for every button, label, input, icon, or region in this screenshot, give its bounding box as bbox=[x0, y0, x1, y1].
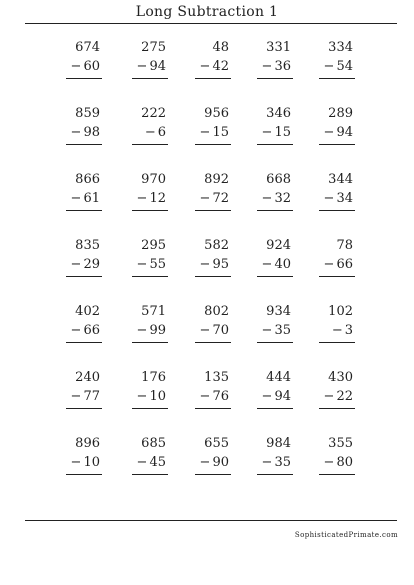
subtraction-problem bbox=[130, 370, 166, 410]
minus-sign: − bbox=[136, 389, 148, 404]
subtraction-problem bbox=[130, 304, 166, 344]
minuend: 176 bbox=[141, 370, 166, 385]
bottom-rule bbox=[25, 520, 397, 521]
subtrahend-line bbox=[324, 389, 353, 404]
answer-line bbox=[319, 276, 355, 277]
minuend: 970 bbox=[141, 172, 166, 187]
subtrahend: 32 bbox=[274, 191, 291, 206]
answer-line bbox=[195, 342, 231, 343]
minuend: 402 bbox=[75, 304, 100, 319]
answer-line bbox=[66, 474, 102, 475]
minus-sign: − bbox=[136, 323, 148, 338]
minus-sign: − bbox=[70, 125, 82, 140]
minus-sign: − bbox=[70, 389, 82, 404]
answer-line bbox=[257, 474, 293, 475]
subtraction-problem bbox=[64, 106, 100, 146]
subtrahend: 94 bbox=[274, 389, 291, 404]
subtraction-problem bbox=[255, 106, 291, 146]
minuend: 222 bbox=[141, 106, 166, 121]
subtrahend: 10 bbox=[149, 389, 166, 404]
subtraction-problem bbox=[255, 436, 291, 476]
answer-line bbox=[195, 276, 231, 277]
minus-sign: − bbox=[261, 191, 273, 206]
minus-sign: − bbox=[323, 257, 335, 272]
subtrahend: 76 bbox=[212, 389, 229, 404]
answer-line bbox=[66, 408, 102, 409]
answer-line bbox=[319, 474, 355, 475]
answer-line bbox=[66, 78, 102, 79]
minuend: 295 bbox=[141, 238, 166, 253]
subtrahend: 35 bbox=[274, 323, 291, 338]
minuend: 956 bbox=[204, 106, 229, 121]
subtrahend-line bbox=[71, 455, 100, 470]
minus-sign: − bbox=[261, 323, 273, 338]
subtrahend: 10 bbox=[83, 455, 100, 470]
minus-sign: − bbox=[261, 257, 273, 272]
minuend: 685 bbox=[141, 436, 166, 451]
minuend: 934 bbox=[266, 304, 291, 319]
subtraction-problem bbox=[193, 436, 229, 476]
subtrahend-line bbox=[71, 125, 100, 140]
minuend: 924 bbox=[266, 238, 291, 253]
subtrahend-line bbox=[71, 191, 100, 206]
subtraction-problem bbox=[130, 40, 166, 80]
subtrahend: 55 bbox=[149, 257, 166, 272]
subtrahend: 45 bbox=[149, 455, 166, 470]
minus-sign: − bbox=[323, 455, 335, 470]
subtraction-problem bbox=[64, 304, 100, 344]
subtrahend: 29 bbox=[83, 257, 100, 272]
minus-sign: − bbox=[323, 389, 335, 404]
minuend: 859 bbox=[75, 106, 100, 121]
answer-line bbox=[132, 144, 168, 145]
subtrahend-line bbox=[332, 323, 353, 338]
minus-sign: − bbox=[331, 323, 343, 338]
answer-line bbox=[195, 78, 231, 79]
subtraction-problem bbox=[317, 40, 353, 80]
minuend: 668 bbox=[266, 172, 291, 187]
subtrahend: 15 bbox=[212, 125, 229, 140]
subtrahend: 15 bbox=[274, 125, 291, 140]
minuend: 430 bbox=[328, 370, 353, 385]
minuend: 984 bbox=[266, 436, 291, 451]
minus-sign: − bbox=[70, 257, 82, 272]
subtraction-problem bbox=[130, 436, 166, 476]
minus-sign: − bbox=[199, 323, 211, 338]
answer-line bbox=[132, 342, 168, 343]
answer-line bbox=[195, 474, 231, 475]
minuend: 331 bbox=[266, 40, 291, 55]
minus-sign: − bbox=[70, 323, 82, 338]
subtraction-problem bbox=[193, 106, 229, 146]
subtrahend-line bbox=[262, 125, 291, 140]
subtraction-problem bbox=[317, 172, 353, 212]
subtrahend-line bbox=[262, 59, 291, 74]
minus-sign: − bbox=[199, 59, 211, 74]
answer-line bbox=[257, 342, 293, 343]
subtrahend-line bbox=[137, 59, 166, 74]
answer-line bbox=[132, 474, 168, 475]
subtraction-problem bbox=[193, 40, 229, 80]
minuend: 102 bbox=[328, 304, 353, 319]
minuend: 674 bbox=[75, 40, 100, 55]
answer-line bbox=[195, 408, 231, 409]
subtrahend-line bbox=[71, 323, 100, 338]
answer-line bbox=[257, 144, 293, 145]
subtrahend: 94 bbox=[149, 59, 166, 74]
answer-line bbox=[319, 342, 355, 343]
subtrahend-line bbox=[137, 389, 166, 404]
subtraction-problem bbox=[255, 370, 291, 410]
minus-sign: − bbox=[199, 191, 211, 206]
minuend: 240 bbox=[75, 370, 100, 385]
subtraction-problem bbox=[64, 370, 100, 410]
subtrahend-line bbox=[145, 125, 166, 140]
minuend: 582 bbox=[204, 238, 229, 253]
subtrahend-line bbox=[324, 59, 353, 74]
subtrahend: 99 bbox=[149, 323, 166, 338]
subtrahend-line bbox=[200, 389, 229, 404]
subtrahend: 40 bbox=[274, 257, 291, 272]
subtraction-problem bbox=[64, 172, 100, 212]
subtrahend-line bbox=[71, 59, 100, 74]
subtrahend: 61 bbox=[83, 191, 100, 206]
answer-line bbox=[132, 276, 168, 277]
minus-sign: − bbox=[136, 257, 148, 272]
minuend: 835 bbox=[75, 238, 100, 253]
answer-line bbox=[319, 408, 355, 409]
minuend: 346 bbox=[266, 106, 291, 121]
subtraction-problem bbox=[64, 40, 100, 80]
subtraction-problem bbox=[193, 370, 229, 410]
minuend: 275 bbox=[141, 40, 166, 55]
minus-sign: − bbox=[199, 389, 211, 404]
subtrahend-line bbox=[200, 323, 229, 338]
subtraction-problem bbox=[255, 304, 291, 344]
answer-line bbox=[257, 408, 293, 409]
subtrahend-line bbox=[262, 323, 291, 338]
subtraction-problem bbox=[130, 106, 166, 146]
subtraction-problem bbox=[193, 304, 229, 344]
subtrahend: 22 bbox=[336, 389, 353, 404]
subtraction-problem bbox=[317, 304, 353, 344]
answer-line bbox=[257, 210, 293, 211]
minus-sign: − bbox=[136, 455, 148, 470]
minuend: 655 bbox=[204, 436, 229, 451]
subtrahend-line bbox=[262, 455, 291, 470]
answer-line bbox=[257, 276, 293, 277]
minus-sign: − bbox=[261, 125, 273, 140]
subtrahend: 6 bbox=[157, 125, 166, 140]
subtrahend-line bbox=[200, 59, 229, 74]
answer-line bbox=[319, 78, 355, 79]
subtrahend: 66 bbox=[336, 257, 353, 272]
page-title: Long Subtraction 1 bbox=[135, 4, 279, 20]
answer-line bbox=[66, 210, 102, 211]
subtraction-problem bbox=[193, 172, 229, 212]
subtrahend: 66 bbox=[83, 323, 100, 338]
subtrahend: 3 bbox=[344, 323, 353, 338]
minus-sign: − bbox=[199, 455, 211, 470]
subtrahend-line bbox=[324, 455, 353, 470]
answer-line bbox=[66, 144, 102, 145]
minus-sign: − bbox=[136, 191, 148, 206]
subtraction-problem bbox=[193, 238, 229, 278]
subtraction-problem bbox=[317, 370, 353, 410]
subtrahend: 42 bbox=[212, 59, 229, 74]
subtrahend-line bbox=[262, 389, 291, 404]
subtraction-problem bbox=[317, 436, 353, 476]
minuend: 892 bbox=[204, 172, 229, 187]
subtrahend: 77 bbox=[83, 389, 100, 404]
subtrahend: 12 bbox=[149, 191, 166, 206]
subtrahend-line bbox=[71, 257, 100, 272]
subtrahend-line bbox=[71, 389, 100, 404]
minuend: 866 bbox=[75, 172, 100, 187]
minuend: 802 bbox=[204, 304, 229, 319]
minus-sign: − bbox=[144, 125, 156, 140]
minuend: 896 bbox=[75, 436, 100, 451]
minus-sign: − bbox=[323, 59, 335, 74]
footer-credit: SophisticatedPrimate.com bbox=[294, 531, 398, 539]
subtrahend-line bbox=[262, 257, 291, 272]
subtrahend: 72 bbox=[212, 191, 229, 206]
minus-sign: − bbox=[70, 59, 82, 74]
subtrahend: 95 bbox=[212, 257, 229, 272]
minuend: 571 bbox=[141, 304, 166, 319]
subtrahend-line bbox=[200, 125, 229, 140]
subtrahend-line bbox=[324, 257, 353, 272]
answer-line bbox=[132, 210, 168, 211]
minus-sign: − bbox=[261, 389, 273, 404]
subtrahend-line bbox=[137, 323, 166, 338]
subtrahend: 70 bbox=[212, 323, 229, 338]
subtrahend-line bbox=[324, 125, 353, 140]
subtrahend: 90 bbox=[212, 455, 229, 470]
answer-line bbox=[195, 144, 231, 145]
answer-line bbox=[257, 78, 293, 79]
answer-line bbox=[132, 78, 168, 79]
answer-line bbox=[66, 276, 102, 277]
subtraction-problem bbox=[255, 40, 291, 80]
subtrahend-line bbox=[200, 455, 229, 470]
minus-sign: − bbox=[261, 455, 273, 470]
minuend: 48 bbox=[212, 40, 229, 55]
subtrahend: 35 bbox=[274, 455, 291, 470]
minuend: 135 bbox=[204, 370, 229, 385]
subtraction-problem bbox=[64, 436, 100, 476]
minuend: 289 bbox=[328, 106, 353, 121]
subtrahend-line bbox=[137, 191, 166, 206]
minus-sign: − bbox=[136, 59, 148, 74]
answer-line bbox=[319, 210, 355, 211]
subtrahend-line bbox=[200, 191, 229, 206]
subtraction-problem bbox=[130, 172, 166, 212]
subtrahend: 94 bbox=[336, 125, 353, 140]
subtrahend-line bbox=[324, 191, 353, 206]
answer-line bbox=[319, 144, 355, 145]
subtrahend: 80 bbox=[336, 455, 353, 470]
minus-sign: − bbox=[261, 59, 273, 74]
subtrahend: 98 bbox=[83, 125, 100, 140]
subtrahend-line bbox=[200, 257, 229, 272]
subtraction-problem bbox=[317, 238, 353, 278]
subtrahend: 54 bbox=[336, 59, 353, 74]
minuend: 355 bbox=[328, 436, 353, 451]
subtraction-problem bbox=[255, 172, 291, 212]
subtraction-problem bbox=[130, 238, 166, 278]
minuend: 344 bbox=[328, 172, 353, 187]
subtraction-problem bbox=[255, 238, 291, 278]
minus-sign: − bbox=[199, 125, 211, 140]
subtrahend-line bbox=[262, 191, 291, 206]
minuend: 78 bbox=[336, 238, 353, 253]
minuend: 444 bbox=[266, 370, 291, 385]
subtrahend: 36 bbox=[274, 59, 291, 74]
minus-sign: − bbox=[323, 125, 335, 140]
answer-line bbox=[195, 210, 231, 211]
minus-sign: − bbox=[70, 191, 82, 206]
minus-sign: − bbox=[323, 191, 335, 206]
subtrahend: 34 bbox=[336, 191, 353, 206]
answer-line bbox=[132, 408, 168, 409]
subtrahend-line bbox=[137, 455, 166, 470]
subtrahend-line bbox=[137, 257, 166, 272]
minuend: 334 bbox=[328, 40, 353, 55]
subtraction-problem bbox=[64, 238, 100, 278]
minus-sign: − bbox=[199, 257, 211, 272]
subtrahend: 60 bbox=[83, 59, 100, 74]
answer-line bbox=[66, 342, 102, 343]
subtraction-problem bbox=[317, 106, 353, 146]
minus-sign: − bbox=[70, 455, 82, 470]
